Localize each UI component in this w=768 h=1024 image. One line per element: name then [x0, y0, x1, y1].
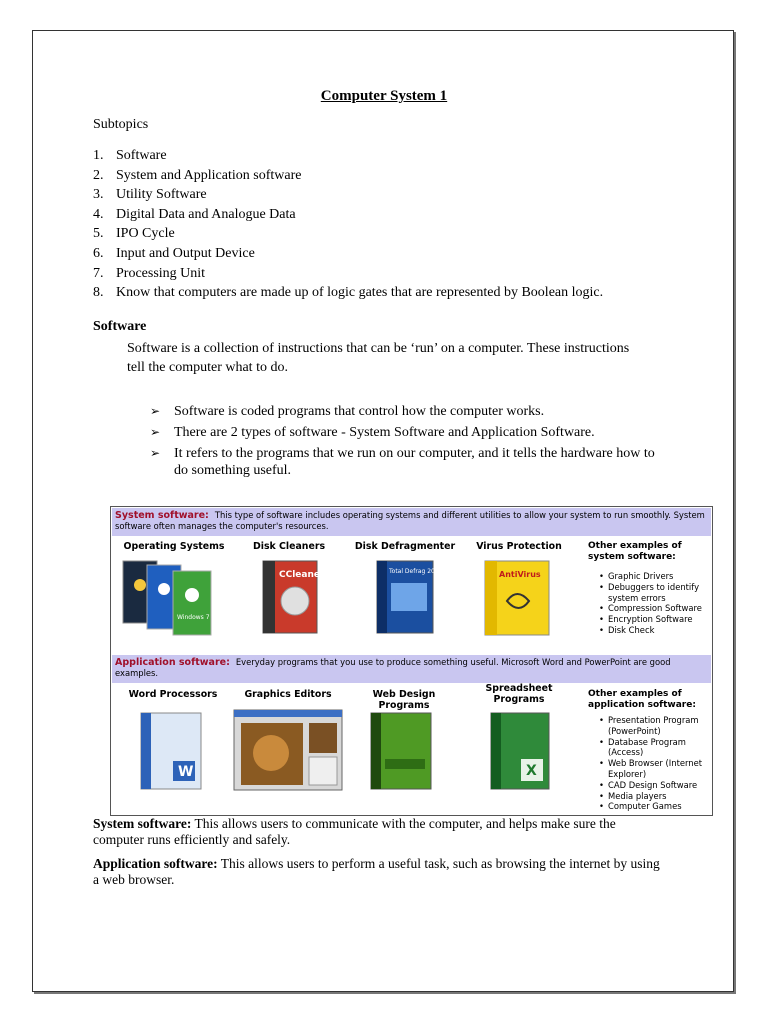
- antivirus-box-text: AntiVirus: [499, 570, 541, 579]
- defrag-box-text: Total Defrag 2009: [389, 568, 443, 575]
- application-software-label: Application software:: [115, 657, 230, 668]
- system-other-heading: Other examples of system software:: [588, 541, 682, 562]
- windows-boxes-image: [121, 557, 221, 639]
- application-other-heading: Other examples of application software:: [588, 689, 696, 710]
- list-item: 4. Digital Data and Analogue Data: [93, 206, 296, 222]
- list-item: • Web Browser (Internet Explorer): [599, 758, 715, 780]
- word-box-text: W: [178, 764, 194, 780]
- software-bullets: [150, 403, 670, 483]
- web-design-box-image: [367, 709, 441, 793]
- category-spreadsheet-programs: Spreadsheet Programs: [485, 683, 553, 705]
- arrow-bullet-icon: ➢: [150, 446, 161, 460]
- system-software-band: [112, 508, 711, 536]
- subtopics-list: [93, 147, 603, 304]
- list-item: • CAD Design Software: [599, 780, 715, 791]
- system-software-paragraph: System software: This allows users to communicate with the computer, and helps make sure the computer runs efficiently and safely.: [93, 816, 616, 847]
- list-item: 2. System and Application software: [93, 167, 302, 183]
- list-item: • Media players: [599, 791, 715, 802]
- category-disk-defragmenter: Disk Defragmenter: [354, 541, 456, 552]
- category-operating-systems: Operating Systems: [123, 541, 225, 552]
- list-item: 3. Utility Software: [93, 187, 207, 203]
- list-item: • Computer Games: [599, 801, 715, 812]
- list-item: ➢ There are 2 types of software - System Software and Application Software.: [150, 425, 595, 440]
- list-item: ➢ Software is coded programs that control how the computer works.: [150, 404, 545, 419]
- arrow-bullet-icon: ➢: [150, 425, 161, 439]
- category-word-processors: Word Processors: [128, 689, 218, 700]
- list-item: 5. IPO Cycle: [93, 226, 175, 242]
- word-box-image: [137, 709, 211, 793]
- ccleaner-box-image: [259, 559, 323, 637]
- list-item: • Disk Check: [599, 625, 715, 636]
- antivirus-box-image: [481, 557, 555, 639]
- list-item: • Graphic Drivers: [599, 571, 715, 582]
- arrow-bullet-icon: ➢: [150, 404, 161, 418]
- list-item: 6. Input and Output Device: [93, 245, 255, 261]
- list-item: 7. Processing Unit: [93, 265, 206, 281]
- list-item: • Presentation Program (PowerPoint): [599, 715, 715, 737]
- list-item: • Debuggers to identify system errors: [599, 582, 715, 604]
- list-item: • Encryption Software: [599, 614, 715, 625]
- software-heading: Software: [93, 319, 147, 334]
- ccleaner-box-text: CCleaner: [279, 570, 325, 580]
- application-software-description: Everyday programs that you use to produce something useful. Microsoft Word and PowerPoint are good examples.: [115, 657, 671, 678]
- category-virus-protection: Virus Protection: [476, 541, 562, 552]
- category-web-design-programs: Web Design Programs: [372, 689, 436, 711]
- category-disk-cleaners: Disk Cleaners: [252, 541, 326, 552]
- software-types-figure: [110, 506, 713, 816]
- application-software-band: [112, 655, 711, 683]
- system-software-description: This type of software includes operating systems and different utilities to allow your system to run smoothly. System software often manages the computer's resources.: [115, 510, 705, 531]
- list-item: • Database Program (Access): [599, 737, 715, 759]
- document-title: Computer System 1: [320, 88, 448, 104]
- system-software-label: System software:: [115, 510, 209, 521]
- application-other-list: [593, 715, 715, 812]
- list-item: • Compression Software: [599, 603, 715, 614]
- list-item: 1. Software: [93, 148, 167, 163]
- graphics-editor-image: [233, 709, 343, 791]
- subtopics-label: Subtopics: [93, 117, 149, 132]
- application-software-paragraph: Application software: This allows users to perform a useful task, such as browsing the internet by using a web browser.: [93, 856, 660, 887]
- category-graphics-editors: Graphics Editors: [244, 689, 332, 700]
- list-item: ➢ It refers to the programs that we run on our computer, and it tells the hardware how to do something useful.: [150, 446, 655, 478]
- system-other-list: [593, 571, 715, 636]
- defrag-box-image: [373, 559, 443, 637]
- excel-box-text: X: [526, 763, 537, 779]
- software-paragraph: Software is a collection of instructions that can be ‘run’ on a computer. These instructions tell the computer what to do.: [127, 341, 630, 375]
- excel-box-image: [487, 709, 557, 793]
- list-item: 8. Know that computers are made up of logic gates that are represented by Boolean logic.: [93, 285, 604, 301]
- windows-box-text: Windows 7: [177, 614, 210, 621]
